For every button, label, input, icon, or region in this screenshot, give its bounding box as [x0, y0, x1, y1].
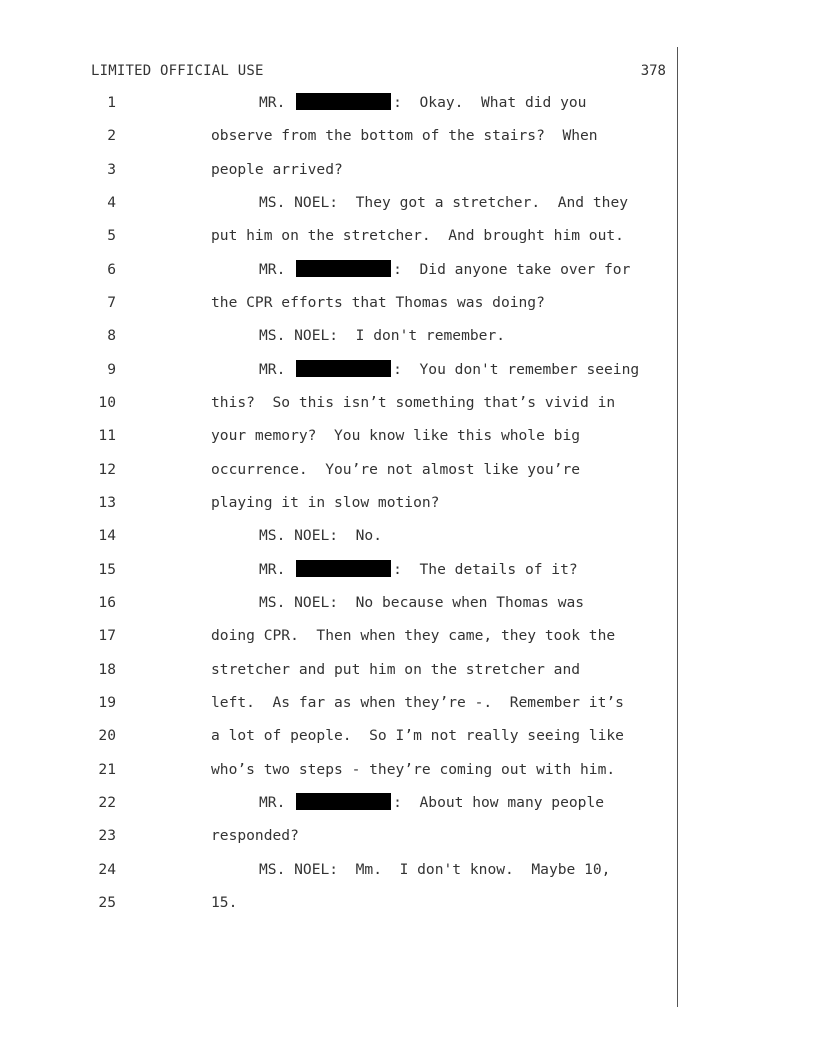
line-text — [211, 159, 343, 181]
transcript-line — [0, 159, 680, 181]
redaction-block — [296, 260, 391, 277]
line-text — [259, 525, 382, 547]
speaker-label: MR. — [259, 360, 295, 378]
speaker-label: MR. — [259, 260, 295, 278]
line-number: 11 — [98, 427, 116, 445]
transcript-line — [0, 792, 680, 814]
speaker-label: MR. — [259, 560, 295, 578]
line-number: 24 — [98, 860, 116, 878]
line-number: 19 — [98, 693, 116, 711]
transcript-line — [0, 892, 680, 914]
line-number: 14 — [98, 527, 116, 545]
line-content: doing CPR. Then when they came, they took the — [211, 627, 616, 645]
line-text — [211, 492, 439, 514]
line-content: put him on the stretcher. And brought him out. — [211, 227, 624, 245]
transcript-line — [0, 659, 680, 681]
line-text — [211, 459, 580, 481]
line-text — [211, 892, 237, 914]
line-number: 18 — [98, 660, 116, 678]
line-text — [211, 292, 545, 314]
line-number: 8 — [107, 327, 116, 345]
line-text — [259, 325, 505, 347]
line-text — [259, 859, 610, 881]
line-text — [259, 259, 630, 281]
line-content: : The details of it? — [393, 560, 578, 578]
line-number: 22 — [98, 793, 116, 811]
classification-label: LIMITED OFFICIAL USE — [91, 63, 264, 79]
transcript-line — [0, 392, 680, 414]
transcript-line — [0, 825, 680, 847]
line-number: 12 — [98, 460, 116, 478]
line-number: 4 — [107, 193, 116, 211]
redaction-block — [296, 793, 391, 810]
transcript-line — [0, 492, 680, 514]
line-number: 3 — [107, 160, 116, 178]
line-content: MS. NOEL: No. — [259, 527, 383, 545]
line-content: : About how many people — [393, 793, 605, 811]
line-text — [211, 725, 624, 747]
line-number: 1 — [107, 94, 116, 111]
line-text — [259, 792, 604, 814]
line-number: 9 — [107, 360, 116, 378]
line-number: 25 — [98, 893, 116, 911]
line-number: 13 — [98, 493, 116, 511]
line-content: your memory? You know like this whole big — [211, 427, 581, 445]
line-content: MS. NOEL: They got a stretcher. And they — [259, 193, 629, 211]
line-number: 5 — [107, 227, 116, 245]
line-content: 15. — [211, 893, 238, 911]
line-content: : You don't remember seeing — [393, 360, 640, 378]
line-text — [211, 225, 624, 247]
line-text — [211, 625, 615, 647]
line-content: responded? — [211, 827, 299, 845]
transcript-line — [0, 325, 680, 347]
page-number: 378 — [640, 63, 666, 79]
line-text — [211, 825, 299, 847]
line-content: this? So this isn’t something that’s vivid in — [211, 393, 616, 411]
line-content: playing it in slow motion? — [211, 493, 440, 511]
line-content: MS. NOEL: I don't remember. — [259, 327, 506, 345]
line-content: left. As far as when they’re -. Remember it’s — [211, 693, 624, 711]
redaction-block — [296, 360, 391, 377]
transcript-line — [0, 125, 680, 147]
redaction-block — [296, 560, 391, 577]
page-header — [91, 61, 666, 81]
transcript-line — [0, 225, 680, 247]
transcript-line — [0, 192, 680, 214]
line-content: the CPR efforts that Thomas was doing? — [211, 293, 545, 311]
line-text — [259, 359, 639, 381]
transcript-line — [0, 292, 680, 314]
line-text — [259, 192, 628, 214]
transcript-line — [0, 692, 680, 714]
line-text — [211, 125, 598, 147]
transcript-line — [0, 425, 680, 447]
line-content: occurrence. You’re not almost like you’re — [211, 460, 581, 478]
line-content: MS. NOEL: No because when Thomas was — [259, 593, 585, 611]
line-text — [211, 659, 580, 681]
transcript-line — [0, 359, 680, 381]
transcript-line — [0, 625, 680, 647]
redaction-block — [296, 93, 391, 110]
line-content: : Did anyone take over for — [393, 260, 631, 278]
line-number: 10 — [98, 393, 116, 411]
line-content: : Okay. What did you — [393, 94, 587, 111]
speaker-label: MR. — [259, 793, 295, 811]
line-content: people arrived? — [211, 160, 343, 178]
line-text — [211, 425, 580, 447]
line-number: 16 — [98, 593, 116, 611]
line-content: MS. NOEL: Mm. I don't know. Maybe 10, — [259, 860, 611, 878]
line-number: 6 — [107, 260, 116, 278]
line-content: who’s two steps - they’re coming out with him. — [211, 760, 616, 778]
line-text — [211, 392, 615, 414]
transcript-line — [0, 92, 680, 114]
line-text — [259, 559, 578, 581]
line-text — [259, 592, 584, 614]
line-text — [211, 759, 615, 781]
transcript-line — [0, 459, 680, 481]
transcript-line — [0, 592, 680, 614]
line-number: 2 — [107, 127, 116, 145]
line-content: observe from the bottom of the stairs? When — [211, 127, 598, 145]
line-number: 21 — [98, 760, 116, 778]
line-content: stretcher and put him on the stretcher and — [211, 660, 581, 678]
transcript-line — [0, 559, 680, 581]
line-number: 20 — [98, 727, 116, 745]
line-number: 15 — [98, 560, 116, 578]
transcript-line — [0, 859, 680, 881]
line-text — [211, 692, 624, 714]
line-number: 7 — [107, 293, 116, 311]
line-number: 23 — [98, 827, 116, 845]
line-content: a lot of people. So I’m not really seeing like — [211, 727, 624, 745]
transcript-line — [0, 759, 680, 781]
transcript-line — [0, 259, 680, 281]
transcript-line — [0, 725, 680, 747]
line-text — [259, 92, 586, 114]
speaker-label: MR. — [259, 94, 295, 111]
line-number: 17 — [98, 627, 116, 645]
transcript-line — [0, 525, 680, 547]
